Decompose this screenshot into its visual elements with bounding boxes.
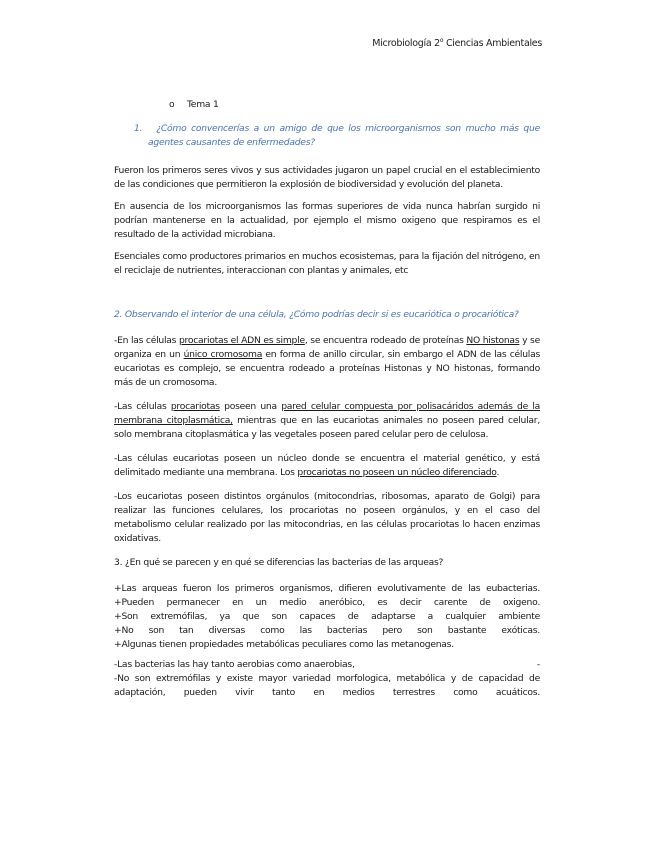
question-1-number: 1. bbox=[134, 123, 143, 134]
underlined-text: NO histonas bbox=[466, 335, 520, 346]
tema-bullet: o bbox=[169, 99, 175, 110]
answer-3-line-1: +Las arqueas fueron los primeros organismos, difieren evolutivamente de las eubacterias. bbox=[114, 583, 540, 594]
tema-label: Tema 1 bbox=[187, 99, 219, 110]
answer-1-paragraph-2: En ausencia de los microorganismos las formas superiores de vida nunca habrían surgido ni podrían mantenerse en la actualidad, por ejemplo el mismo oxigeno que respiramos es el resultado de la actividad microbiana. bbox=[114, 201, 540, 240]
text-run: -Las células eucariotas poseen un núcleo donde se encuentra el material genético, y está delimitado mediante una membrana. Los bbox=[114, 453, 540, 478]
text-run: -Las bacterias las hay tanto aerobias como anaerobias, bbox=[114, 659, 355, 670]
document-body bbox=[114, 98, 540, 700]
text-run: , se encuentra rodeado de proteínas bbox=[304, 335, 467, 346]
answer-2-paragraph-4: -Los eucariotas poseen distintos orgánulos (mitocondrias, ribosomas, aparato de Golgi) para realizar las funciones celulares, los procariotas no poseen orgánulos, y en el caso del metabolismo celular realizado por las mitocondrias, en las células procariotas lo hacen enzimas oxidativas. bbox=[114, 491, 540, 544]
header-superscript: o bbox=[439, 37, 444, 44]
text-run: . bbox=[496, 467, 500, 478]
answer-1-paragraph-1: Fueron los primeros seres vivos y sus actividades jugaron un papel crucial en el establecimiento de las condiciones que permitieron la explosión de biodiversidad y evolución del planeta. bbox=[114, 165, 540, 190]
text-run: poseen una bbox=[219, 401, 282, 412]
underlined-text: procariotas el ADN es simple bbox=[178, 335, 305, 346]
page-header bbox=[372, 37, 542, 49]
text-run: -En las células bbox=[114, 335, 179, 346]
answer-3-line-7: -No son extremófilas y existe mayor variedad morfologica, metabólica y de capacidad de adaptación, pueden vivir tanto en medios terrestres como acuáticos. bbox=[114, 673, 540, 698]
underlined-text: pared celular compuesta por polisacáridos además de la membrana citoplasmática, bbox=[114, 401, 540, 426]
tema-heading bbox=[169, 98, 540, 112]
answer-3-line-6 bbox=[114, 658, 540, 672]
question-1-text: ¿Cómo convencerías a un amigo de que los microorganismos son mucho más que agentes causantes de enfermedades? bbox=[148, 123, 540, 148]
underlined-text: procariotas no poseen un núcleo diferenciado bbox=[297, 467, 497, 478]
text-run: mientras que en las eucariotas animales no poseen pared celular, solo membrana citoplasmática y las vegetales poseen pared celular pero de celulosa. bbox=[114, 415, 540, 440]
header-text-prefix: Microbiología 2 bbox=[372, 38, 440, 50]
answer-3-line-3: +Son extremófilas, ya que son capaces de adaptarse a cualquier ambiente bbox=[114, 611, 540, 622]
text-run: y se organiza en un bbox=[114, 335, 540, 360]
text-run: - bbox=[536, 659, 540, 670]
text-run: en forma de anillo circular, sin embargo el ADN de las células eucariotas es complejo, se encuentra rodeado a proteínas Histonas y NO histonas, formando más de un cromosoma. bbox=[114, 349, 540, 388]
answer-3-line-5: +Algunas tienen propiedades metabólicas peculiares como las metanogenas. bbox=[114, 639, 454, 650]
answer-3-line-4: +No son tan diversas como las bacterias pero son bastante exóticas. bbox=[114, 625, 540, 636]
answer-3-line-2: +Pueden permanecer en un medio anerόbico, es decir carente de oxigeno. bbox=[114, 597, 540, 608]
answer-1-paragraph-3: Esenciales como productores primarios en muchos ecosistemas, para la fijación del nitrógeno, en el reciclaje de nutrientes, interaccionan con plantas y animales, etc bbox=[114, 251, 540, 276]
answer-2-paragraph-3 bbox=[114, 452, 540, 480]
underlined-text: procariotas bbox=[170, 401, 220, 412]
text-run: -Las células bbox=[114, 401, 171, 412]
answer-2-paragraph-1 bbox=[114, 334, 540, 390]
underlined-text: único cromosoma bbox=[183, 349, 263, 360]
answer-2-paragraph-2 bbox=[114, 400, 540, 442]
question-3: 3. ¿En qué se parecen y en qué se diferencias las bacterias de las arqueas? bbox=[114, 557, 444, 568]
question-2: 2. Observando el interior de una célula, ¿Cómo podrías decir si es eucariótica o procariótica? bbox=[114, 309, 519, 320]
header-text-suffix: Ciencias Ambientales bbox=[443, 38, 542, 50]
question-1 bbox=[114, 122, 540, 150]
